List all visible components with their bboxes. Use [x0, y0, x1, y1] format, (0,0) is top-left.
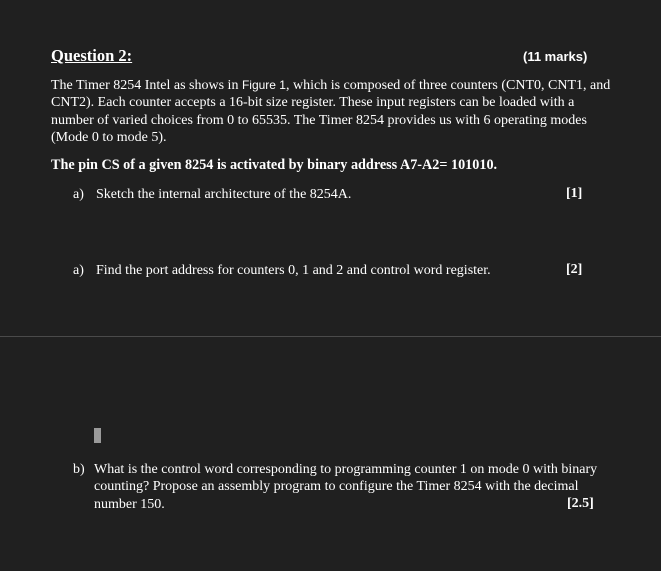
intro-text-start: The Timer 8254 Intel as shows in — [51, 78, 242, 93]
sub-question-2-points: [2] — [566, 262, 583, 277]
sub-question-label: b) — [73, 462, 85, 477]
question-marks: (11 marks) — [523, 49, 588, 64]
text-cursor — [94, 428, 101, 443]
intro-text-rest: , which is composed of three counters (CNT0, CNT1, and CNT2). Each counter accepts a 16-bit size register. These input registers can be loaded with a number of varied choices from 0 to 65535. The Timer 8254 provides us with 6 operating modes (Mode 0 to mode 5). — [51, 78, 611, 145]
sub-question-label: a) — [73, 187, 84, 202]
sub-question-text: Find the port address for counters 0, 1 and 2 and control word register. — [96, 263, 491, 278]
sub-question-text: What is the control word corresponding to programming counter 1 on mode 0 with binary counting? Propose an assembly program to configure the Timer 8254 with the decimal number 150. — [94, 462, 598, 512]
sub-question-3-points: [2.5] — [567, 496, 594, 511]
question-intro — [51, 77, 616, 146]
pin-statement: The pin CS of a given 8254 is activated by binary address A7-A2= 101010. — [51, 157, 498, 173]
page-lower — [0, 337, 661, 571]
sub-question-1-points: [1] — [566, 186, 583, 201]
sub-question-label: a) — [73, 263, 84, 278]
figure-reference: Figure 1 — [241, 78, 286, 92]
sub-question-text: Sketch the internal architecture of the 8254A. — [96, 187, 352, 202]
question-title: Question 2: — [51, 46, 133, 65]
